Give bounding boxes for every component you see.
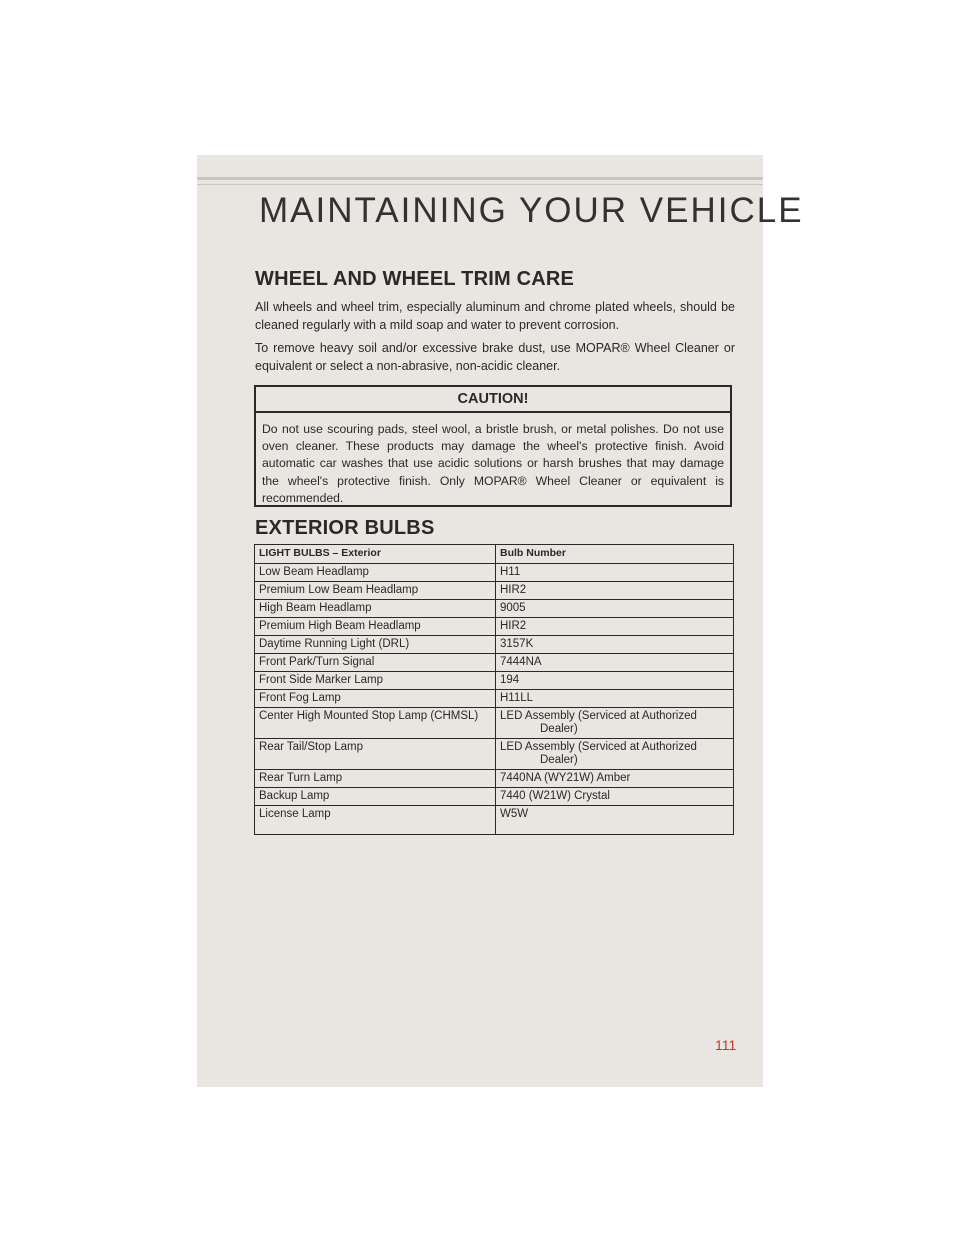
table-row bbox=[255, 739, 734, 770]
table-row bbox=[255, 672, 734, 690]
bulb-number: 194 bbox=[496, 672, 734, 690]
bulb-number: 7444NA bbox=[496, 654, 734, 672]
table-row bbox=[255, 582, 734, 600]
bulb-location: Center High Mounted Stop Lamp (CHMSL) bbox=[255, 708, 496, 739]
bulb-location: Front Park/Turn Signal bbox=[255, 654, 496, 672]
bulb-number: W5W bbox=[496, 806, 734, 835]
bulb-location: Premium High Beam Headlamp bbox=[255, 618, 496, 636]
bulb-number: HIR2 bbox=[496, 618, 734, 636]
bulb-number: 3157K bbox=[496, 636, 734, 654]
bulb-number: H11LL bbox=[496, 690, 734, 708]
bulb-number: 7440 (W21W) Crystal bbox=[496, 788, 734, 806]
bulb-number: H11 bbox=[496, 564, 734, 582]
bulb-number-line-1: LED Assembly (Serviced at Authorized bbox=[500, 710, 697, 722]
page-number: 111 bbox=[715, 1037, 737, 1053]
bulb-location: Premium Low Beam Headlamp bbox=[255, 582, 496, 600]
wheel-care-paragraph-1: All wheels and wheel trim, especially aluminum and chrome plated wheels, should be cleaned regularly with a mild soap and water to prevent corrosion. bbox=[255, 300, 735, 332]
wheel-care-paragraph-2: To remove heavy soil and/or excessive brake dust, use MOPAR® Wheel Cleaner or equivalent or select a non-abrasive, non-acidic cleaner. bbox=[255, 341, 735, 373]
table-header-row bbox=[255, 545, 734, 564]
table-row bbox=[255, 788, 734, 806]
bulb-number: 7440NA (WY21W) Amber bbox=[496, 770, 734, 788]
bulb-location: Rear Turn Lamp bbox=[255, 770, 496, 788]
bulb-location: Daytime Running Light (DRL) bbox=[255, 636, 496, 654]
manual-page bbox=[197, 155, 804, 1087]
bulb-location: Backup Lamp bbox=[255, 788, 496, 806]
table-row bbox=[255, 806, 734, 835]
header-rule-thin bbox=[197, 184, 763, 185]
table-row bbox=[255, 770, 734, 788]
bulb-number-line-2: Dealer) bbox=[540, 723, 578, 735]
exterior-bulbs-heading: EXTERIOR BULBS bbox=[255, 517, 435, 539]
bulb-location: Rear Tail/Stop Lamp bbox=[255, 739, 496, 770]
bulb-number-line-2: Dealer) bbox=[540, 754, 578, 766]
caution-title: CAUTION! bbox=[256, 387, 730, 413]
column-header-light-bulbs: LIGHT BULBS – Exterior bbox=[255, 545, 496, 564]
bulb-number-line-1: LED Assembly (Serviced at Authorized bbox=[500, 741, 697, 753]
wheel-care-heading: WHEEL AND WHEEL TRIM CARE bbox=[255, 268, 575, 290]
chapter-title: MAINTAINING YOUR VEHICLE bbox=[259, 191, 804, 230]
table-row bbox=[255, 564, 734, 582]
bulb-location: Front Side Marker Lamp bbox=[255, 672, 496, 690]
bulb-location: High Beam Headlamp bbox=[255, 600, 496, 618]
table-row bbox=[255, 600, 734, 618]
table-row bbox=[255, 654, 734, 672]
bulb-number: 9005 bbox=[496, 600, 734, 618]
bulb-number bbox=[496, 708, 734, 739]
bulb-location: Low Beam Headlamp bbox=[255, 564, 496, 582]
table-row bbox=[255, 708, 734, 739]
exterior-bulbs-table bbox=[254, 544, 734, 835]
table-row bbox=[255, 636, 734, 654]
bulb-number: HIR2 bbox=[496, 582, 734, 600]
bulb-number bbox=[496, 739, 734, 770]
bulb-location: License Lamp bbox=[255, 806, 496, 835]
column-header-bulb-number: Bulb Number bbox=[496, 545, 734, 564]
caution-text: Do not use scouring pads, steel wool, a bristle brush, or metal polishes. Do not use oven cleaner. These products may damage the wheel's protective finish. Avoid automatic car washes that use acidic solutions or harsh brushes that may damage the wheel's protective finish. Only MOPAR® Wheel Cleaner or equivalent is recommended. bbox=[262, 422, 724, 505]
bulb-location: Front Fog Lamp bbox=[255, 690, 496, 708]
table-row bbox=[255, 690, 734, 708]
caution-box bbox=[254, 385, 732, 507]
header-rule bbox=[197, 177, 763, 180]
table-row bbox=[255, 618, 734, 636]
